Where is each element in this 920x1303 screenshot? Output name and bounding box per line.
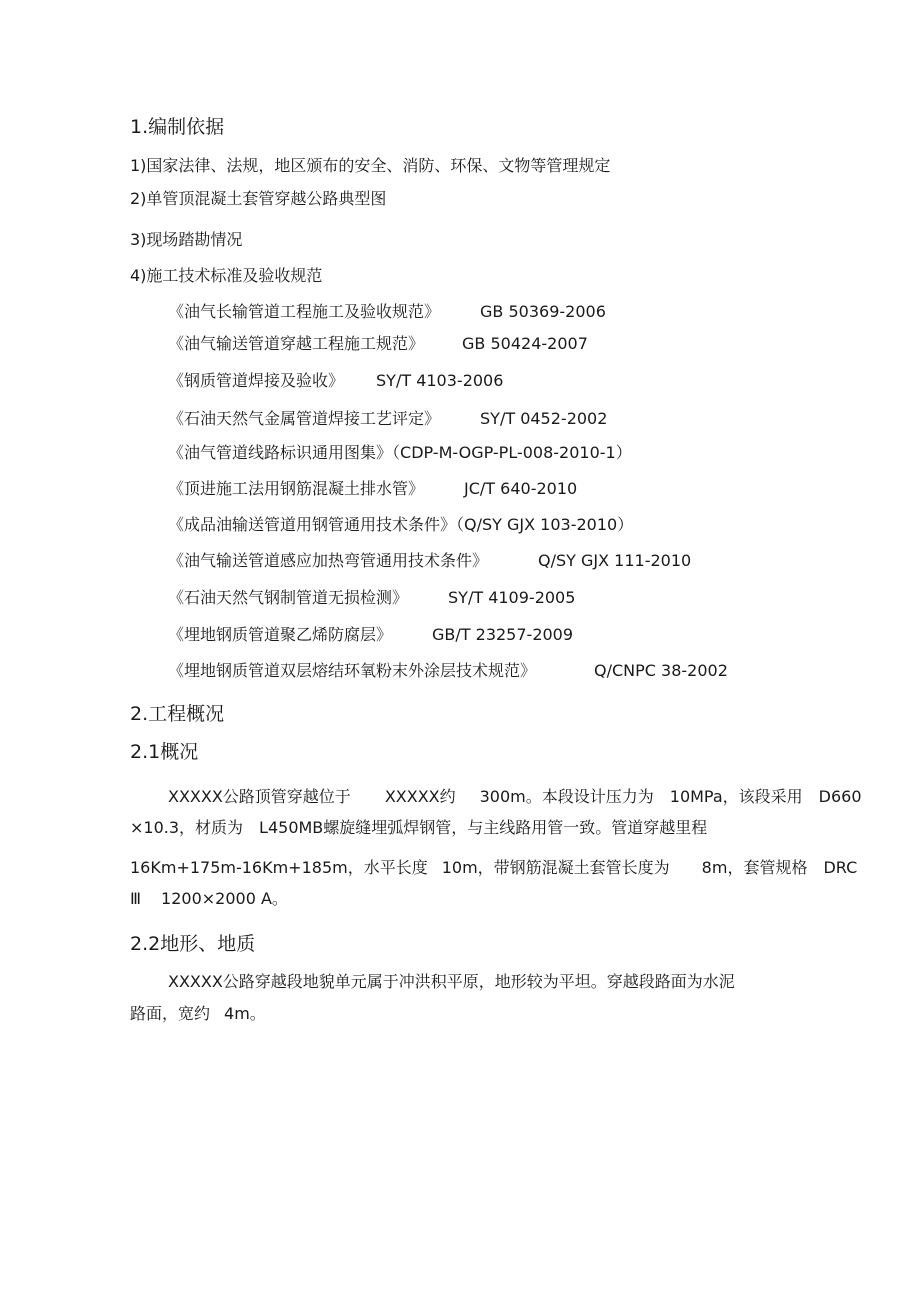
standard-name: 《油气输送管道穿越工程施工规范》 [168,334,425,353]
text-run: 300m。本段设计压力为 [479,787,654,806]
standard-code: GB/T 23257-2009 [432,625,574,644]
standard-code: SY/T 4109-2005 [448,588,576,607]
standard-row [168,479,577,499]
standard-row [168,551,691,571]
text-run: XXXXX公路穿越段地貌单元属于冲洪积平原，地形较为平坦。穿越段路面为水泥 [168,972,735,991]
standard-code: SY/T 0452-2002 [480,409,608,428]
basis-item: 3)现场踏勘情况 [130,230,243,249]
paragraph-line [130,818,707,838]
basis-item: 2)单管顶混凝土套管穿越公路典型图 [130,189,387,208]
standard-name: 《埋地钢质管道聚乙烯防腐层》 [168,625,393,644]
standard-row [168,409,607,429]
section-2-title: 2.工程概况 [130,703,225,725]
standard-name: 《钢质管道焊接及验收》 [168,371,345,390]
text-run: 10MPa，该段采用 [669,787,803,806]
text-run: L450MB螺旋缝埋弧焊钢管，与主线路用管一致。管道穿越里程 [259,818,708,837]
standard-code: Q/SY GJX 111-2010 [538,551,692,570]
standard-name: 《石油天然气金属管道焊接工艺评定》 [168,409,441,428]
standard-name: 《埋地钢质管道双层熔结环氧粉末外涂层技术规范》 [168,661,537,680]
standard-row [168,661,728,681]
basis-item: 4)施工技术标准及验收规范 [130,266,323,285]
standard-name: 《油气管道线路标识通用图集》 [168,443,393,462]
section-2-1-title: 2.1概况 [130,741,199,763]
text-run: D660 [818,787,862,806]
standard-row [168,334,588,354]
standard-row [168,588,575,608]
paragraph-line [130,858,857,878]
text-run: 1200×2000 A。 [161,889,288,908]
paragraph-line [130,889,288,909]
standard-code: Q/CNPC 38-2002 [594,661,728,680]
text-run: XXXXX约 [384,787,456,806]
standard-code: （CDP-M-OGP-PL-008-2010-1） [392,443,632,462]
standard-code: JC/T 640-2010 [464,479,578,498]
text-run: 8m，套管规格 [701,858,808,877]
paragraph-line [168,972,735,992]
standard-row [168,302,606,322]
section-1-title: 1.编制依据 [130,116,225,138]
standard-code: GB 50424-2007 [462,334,588,353]
standard-code: （Q/SY GJX 103-2010） [456,515,634,534]
text-run: 16Km+175m-16Km+185m，水平长度 [130,858,428,877]
standard-row [168,443,632,463]
text-run: Ⅲ [130,889,142,908]
standard-name: 《成品油输送管道用钢管通用技术条件》 [168,515,457,534]
basis-item: 1)国家法律、法规，地区颁布的安全、消防、环保、文物等管理规定 [130,156,611,175]
text-run: 路面，宽约 [130,1004,211,1023]
text-run: XXXXX公路顶管穿越位于 [168,787,351,806]
standard-code: GB 50369-2006 [480,302,606,321]
text-run: DRC [823,858,858,877]
paragraph-line [168,787,862,807]
standard-name: 《油气输送管道感应加热弯管通用技术条件》 [168,551,489,570]
standard-row [168,515,633,535]
section-2-2-title: 2.2地形、地质 [130,933,256,955]
paragraph-line [130,1004,266,1024]
standard-name: 《油气长输管道工程施工及验收规范》 [168,302,441,321]
text-run: 10m，带钢筋混凝土套管长度为 [441,858,670,877]
standard-row [168,625,573,645]
text-run: ×10.3，材质为 [130,818,244,837]
standard-code: SY/T 4103-2006 [376,371,504,390]
standard-name: 《石油天然气钢制管道无损检测》 [168,588,409,607]
standard-name: 《顶进施工法用钢筋混凝土排水管》 [168,479,425,498]
standard-row [168,371,503,391]
text-run: 4m。 [224,1004,266,1023]
